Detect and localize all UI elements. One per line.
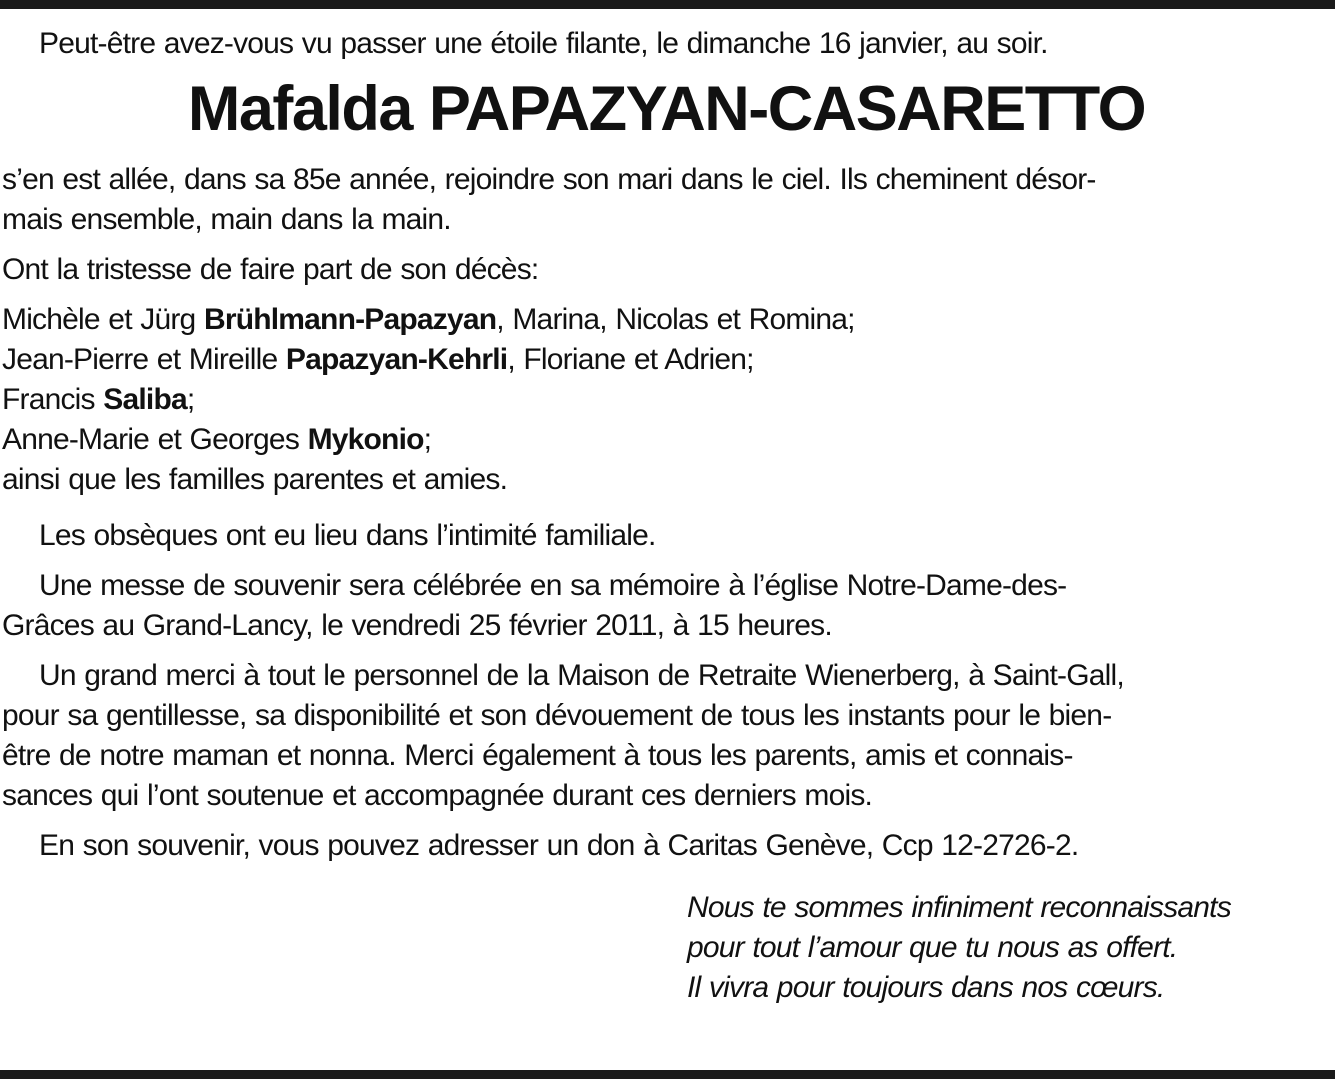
intro-line: Peut-être avez-vous vu passer une étoile filante, le dimanche 16 janvier, au soir. [39,27,1048,60]
announcement-paragraph [2,160,1331,240]
bottom-border-rule [0,1070,1335,1079]
family-entry: Anne-Marie et Georges Mykonio; [2,423,432,456]
poem-line: pour tout l’amour que tu nous as offert. [687,931,1178,964]
top-border-rule [0,0,1335,9]
thanks-line: être de notre maman et nonna. Merci également à tous les parents, amis et connais- [2,739,1073,772]
family-entry: Francis Saliba; [2,383,195,416]
family-list [2,300,1331,500]
sorrow-line: Ont la tristesse de faire part de son décès: [2,253,539,286]
thanks-line: pour sa gentillesse, sa disponibilité et son dévouement de tous les instants pour le bien- [2,699,1112,732]
donation-line: En son souvenir, vous pouvez adresser un don à Caritas Genève, Ccp 12-2726-2. [39,829,1079,862]
thanks-line: Un grand merci à tout le personnel de la Maison de Retraite Wienerberg, à Saint-Gall, [39,659,1124,692]
thanks-paragraph [2,656,1331,816]
family-surname: Brühlmann-Papazyan [203,303,497,336]
mass-paragraph [2,566,1331,646]
family-entry: Jean-Pierre et Mireille Papazyan-Kehrli, Floriane et Adrien; [2,343,754,376]
thanks-line: sances qui l’ont soutenue et accompagnée durant ces derniers mois. [2,779,873,812]
closing-poem [687,888,1331,1008]
family-closing: ainsi que les familles parentes et amies. [2,463,508,496]
funeral-line: Les obsèques ont eu lieu dans l’intimité familiale. [39,519,656,552]
deceased-name: Mafalda PAPAZYAN-CASARETTO [187,74,1146,144]
family-surname: Papazyan-Kehrli [285,343,508,376]
obituary-notice [2,24,1331,1008]
family-surname: Mykonio [307,423,424,456]
announcement-line: s’en est allée, dans sa 85e année, rejoindre son mari dans le ciel. Ils cheminent désor- [2,163,1096,196]
announcement-line: mais ensemble, main dans la main. [2,203,451,236]
family-surname: Saliba [103,383,187,416]
mass-line: Grâces au Grand-Lancy, le vendredi 25 février 2011, à 15 heures. [2,609,832,642]
poem-line: Il vivra pour toujours dans nos cœurs. [687,971,1165,1004]
mass-line: Une messe de souvenir sera célébrée en sa mémoire à l’église Notre-Dame-des- [39,569,1067,602]
poem-line: Nous te sommes infiniment reconnaissants [687,891,1231,924]
family-entry: Michèle et Jürg Brühlmann-Papazyan, Marina, Nicolas et Romina; [2,303,855,336]
